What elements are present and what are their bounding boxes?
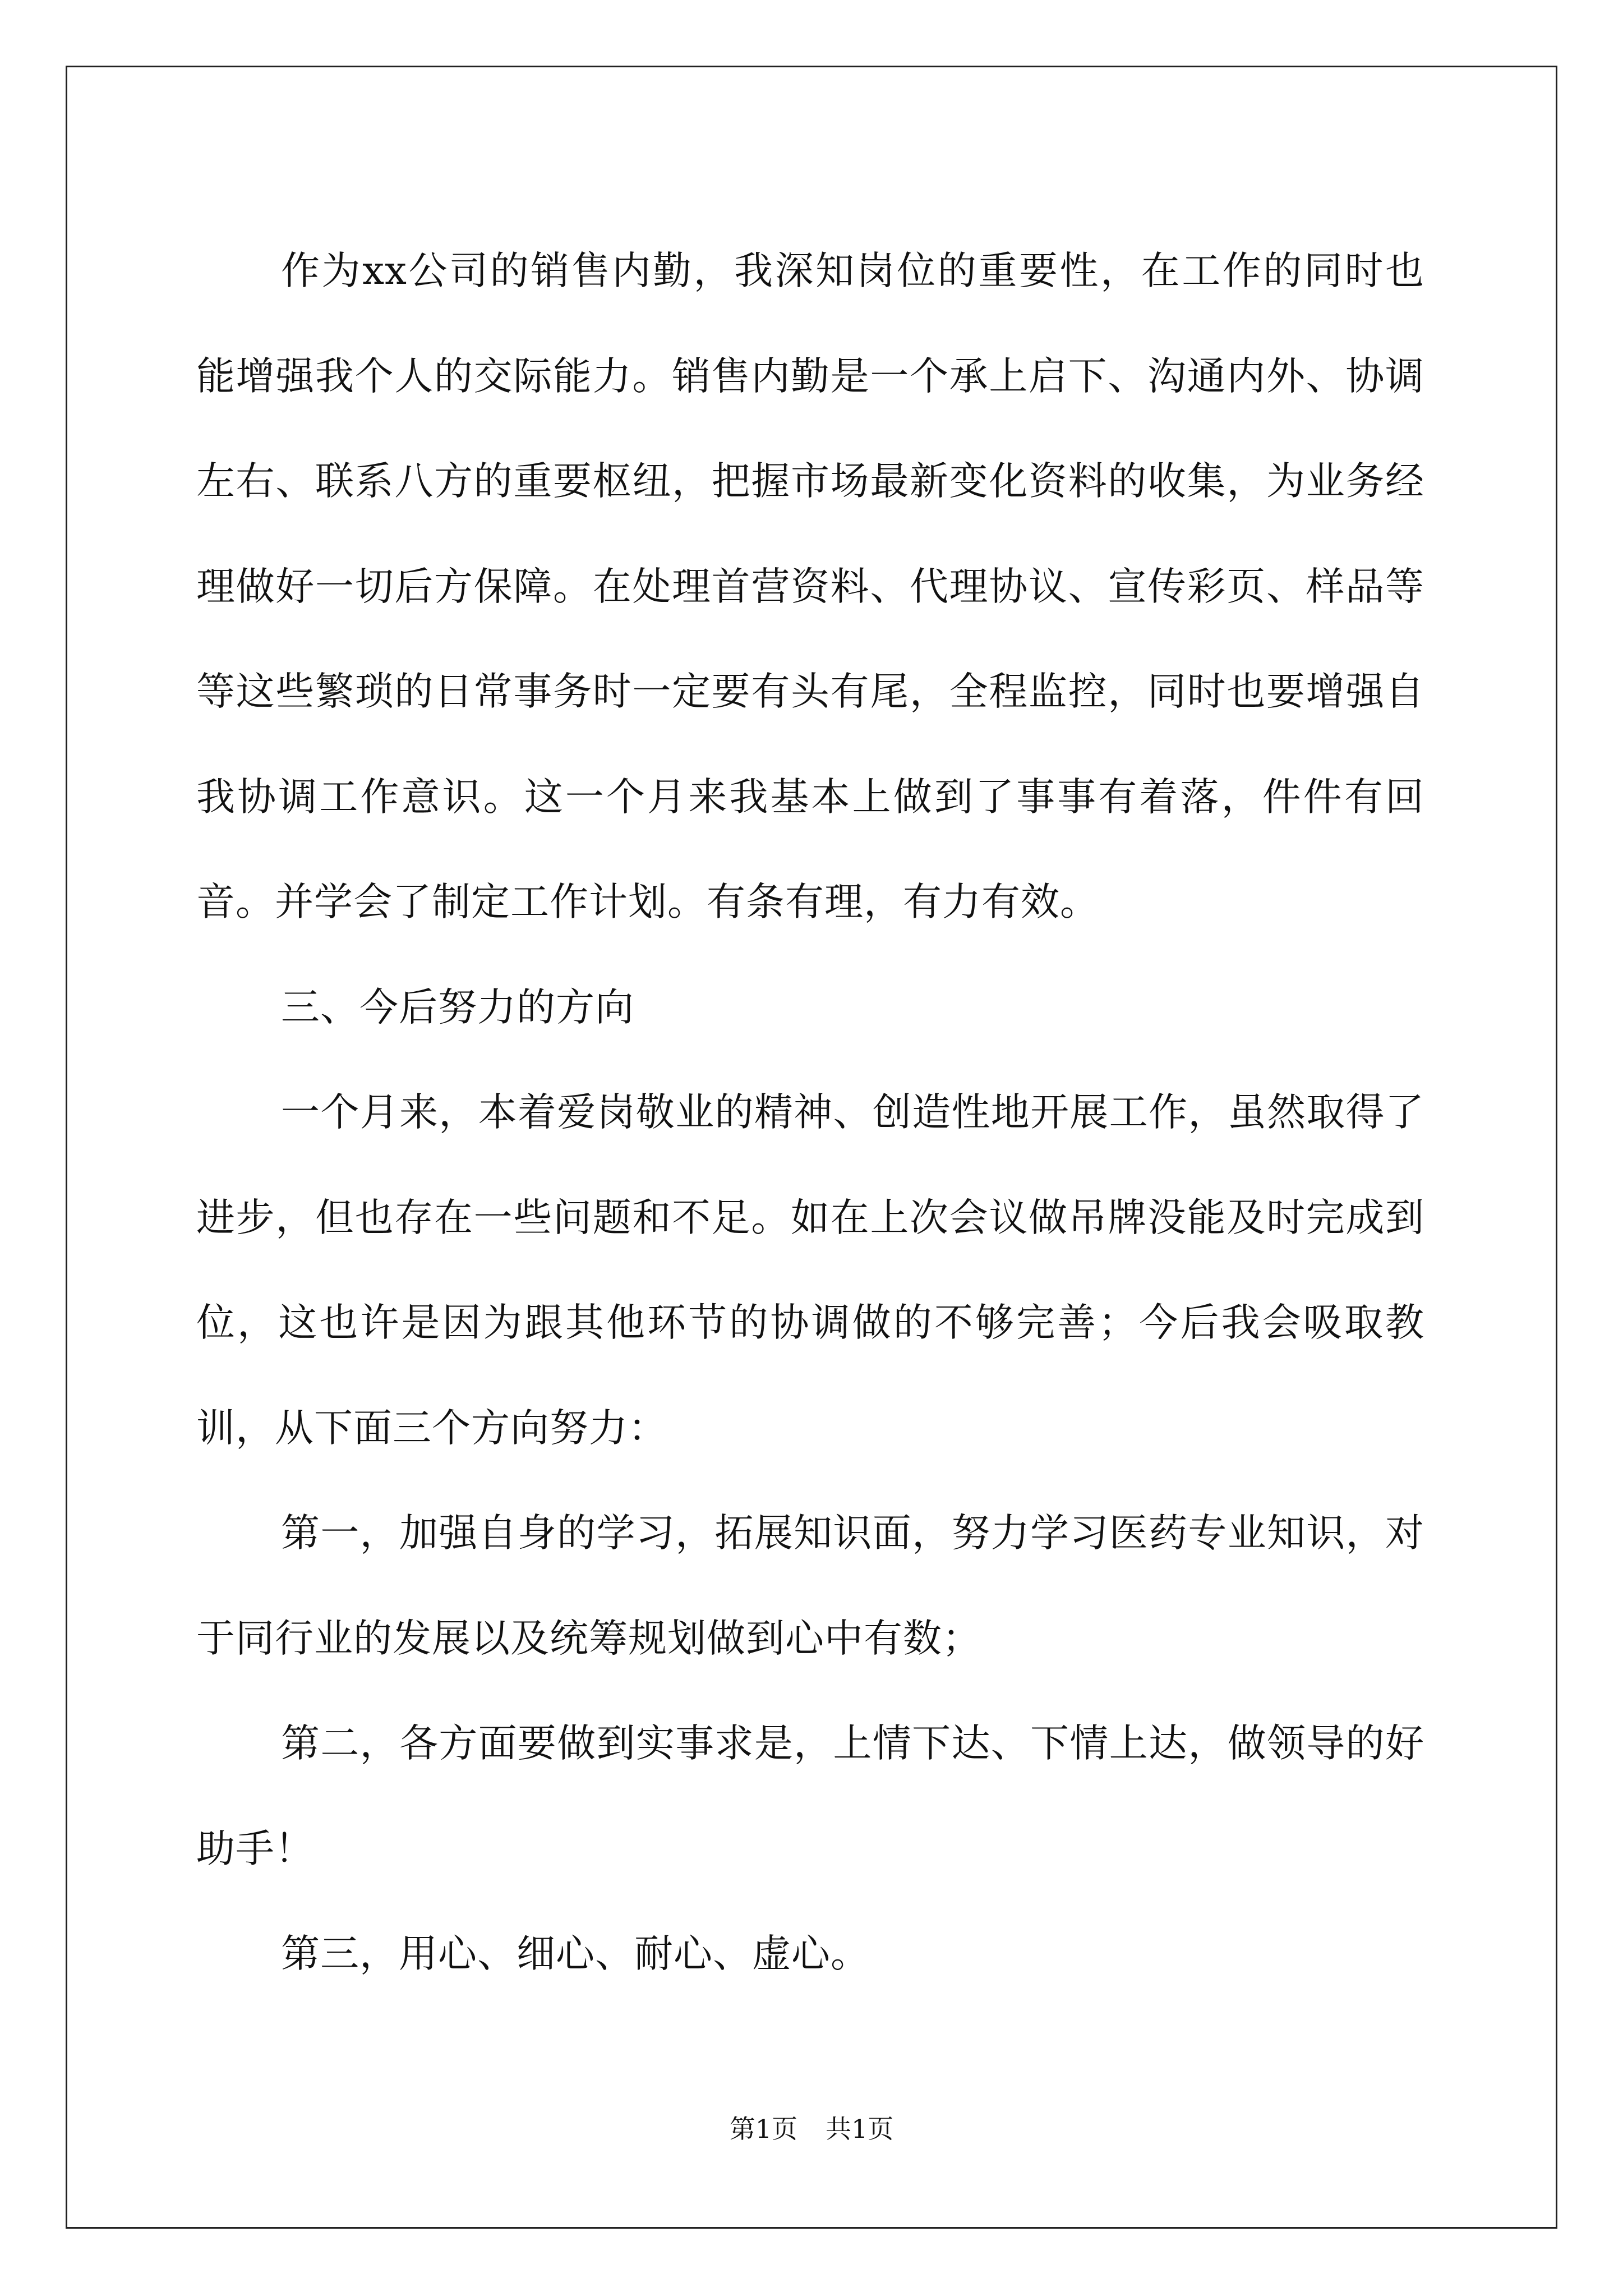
page-footer (0, 2112, 1623, 2146)
page-number-total: 共1页 (826, 2114, 894, 2144)
paragraph-problems: 一个月来，本着爱岗敬业的精神、创造性地开展工作，虽然取得了进步，但也存在一些问题和不足。如在上次会议做吊牌没能及时完成到位，这也许是因为跟其他环节的协调做的不够完善；今后我会吸取教训，从下面三个方向努力： (196, 1090, 1424, 1451)
paragraph-point-two: 第二，各方面要做到实事求是，上情下达、下情上达，做领导的好助手！ (196, 1721, 1424, 1871)
paragraph-point-three: 第三，用心、细心、耐心、虚心。 (281, 1931, 870, 1976)
document-body (196, 219, 1424, 2007)
paragraph-point-one: 第一，加强自身的学习，拓展知识面，努力学习医药专业知识，对于同行业的发展以及统筹规划做到心中有数； (196, 1511, 1424, 1661)
page-number-current: 第1页 (729, 2114, 797, 2144)
paragraph-work-summary: 作为xx公司的销售内勤，我深知岗位的重要性，在工作的同时也能增强我个人的交际能力。销售内勤是一个承上启下、沟通内外、协调左右、联系八方的重要枢纽，把握市场最新变化资料的收集，为业务经理做好一切后方保障。在处理首营资料、代理协议、宣传彩页、样品等等这些繁琐的日常事务时一定要有头有尾，全程监控，同时也要增强自我协调工作意识。这一个月来我基本上做到了事事有着落，件件有回音。并学会了制定工作计划。有条有理，有力有效。 (196, 249, 1424, 924)
section-heading-future-direction: 三、今后努力的方向 (281, 984, 634, 1030)
